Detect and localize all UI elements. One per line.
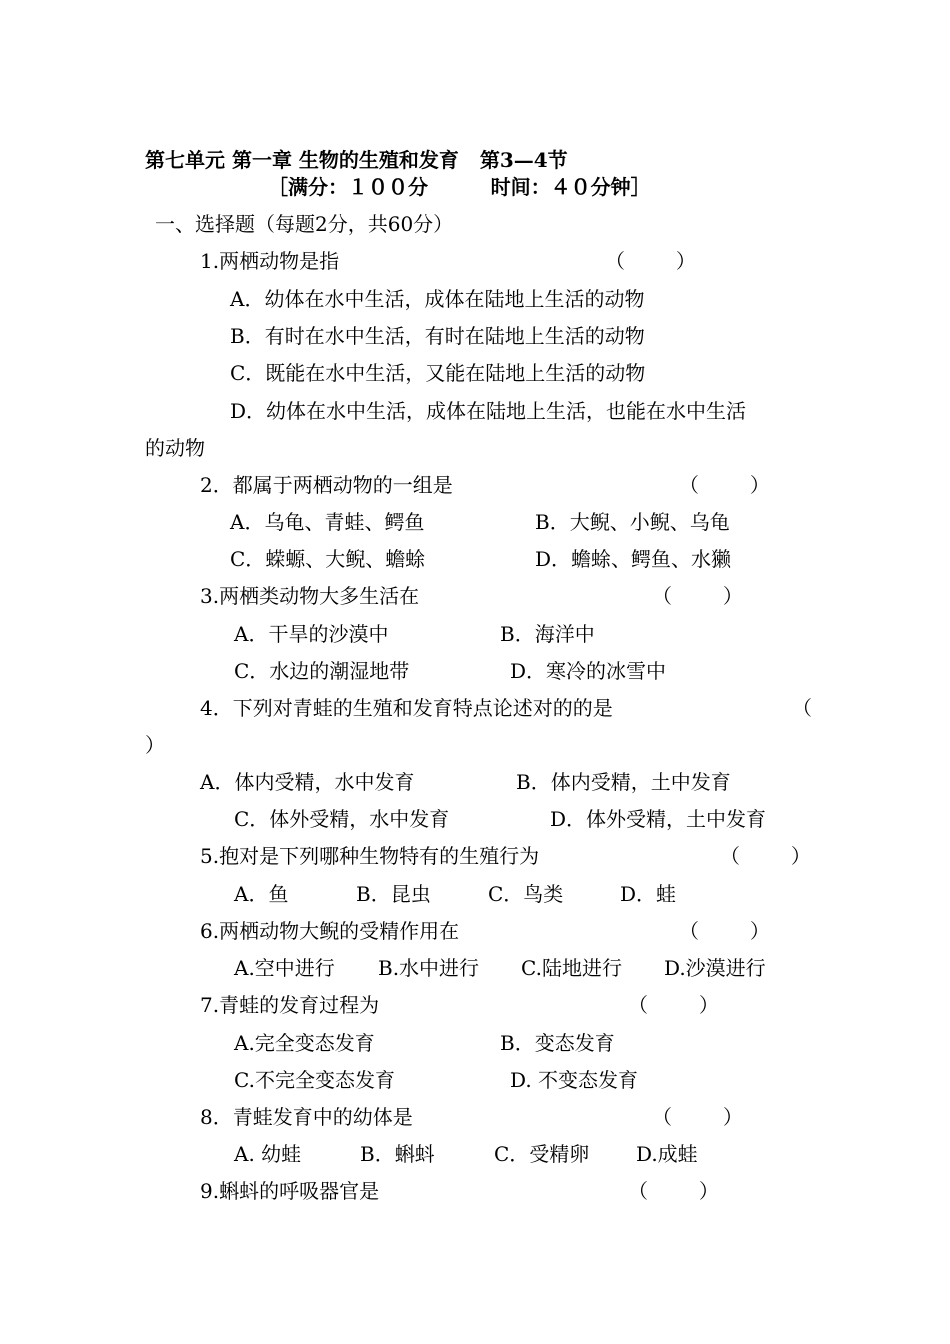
option-5b: B．昆虫 xyxy=(356,882,431,906)
answer-paren-4-close: ） xyxy=(145,733,165,757)
option-3a: A．干旱的沙漠中 xyxy=(234,622,389,646)
answer-paren-2: （ ） xyxy=(679,473,770,497)
question-stem-8: 8．青蛙发育中的幼体是 xyxy=(200,1105,413,1129)
option-8a: A. 幼蛙 xyxy=(234,1142,302,1166)
option-1d: D．幼体在水中生活，成体在陆地上生活，也能在水中生活 xyxy=(230,399,747,423)
option-4a: A．体内受精，水中发育 xyxy=(200,770,415,794)
question-stem-2: 2．都属于两栖动物的一组是 xyxy=(200,473,453,497)
question-stem-5: 5.抱对是下列哪种生物特有的生殖行为 xyxy=(200,844,540,868)
answer-paren-3: （ ） xyxy=(652,584,743,608)
option-2a: A．乌龟、青蛙、鳄鱼 xyxy=(230,510,425,534)
option-5c: C．鸟类 xyxy=(488,882,564,906)
option-4d: D．体外受精，土中发育 xyxy=(550,807,767,831)
question-stem-1: 1.两栖动物是指 xyxy=(200,249,340,273)
answer-paren-8: （ ） xyxy=(652,1105,743,1129)
option-6b: B.水中进行 xyxy=(378,956,480,980)
option-6d: D.沙漠进行 xyxy=(664,956,766,980)
option-6c: C.陆地进行 xyxy=(521,956,622,980)
option-1b: B．有时在水中生活，有时在陆地上生活的动物 xyxy=(230,324,645,348)
question-stem-3: 3.两栖类动物大多生活在 xyxy=(200,584,420,608)
option-3d: D．寒冷的冰雪中 xyxy=(510,659,667,683)
question-stem-4: 4．下列对青蛙的生殖和发育特点论述对的的是 xyxy=(200,696,613,720)
option-7d: D. 不变态发育 xyxy=(510,1068,639,1092)
answer-paren-4-open: （ xyxy=(792,696,812,720)
section-heading: 一、选择题（每题2分，共60分） xyxy=(155,212,454,236)
page-title: 第七单元 第一章 生物的生殖和发育 第3—4节 xyxy=(145,148,568,172)
answer-paren-7: （ ） xyxy=(628,993,719,1017)
option-6a: A.空中进行 xyxy=(234,956,335,980)
option-8d: D.成蛙 xyxy=(636,1142,698,1166)
option-5d: D．蛙 xyxy=(620,882,677,906)
option-5a: A．鱼 xyxy=(234,882,289,906)
answer-paren-6: （ ） xyxy=(679,919,770,943)
option-2c: C．蝾螈、大鲵、蟾蜍 xyxy=(230,547,426,571)
question-stem-7: 7.青蛙的发育过程为 xyxy=(200,993,380,1017)
option-8b: B．蝌蚪 xyxy=(360,1142,435,1166)
option-4c: C．体外受精，水中发育 xyxy=(234,807,450,831)
option-4b: B．体内受精，土中发育 xyxy=(516,770,731,794)
option-7a: A.完全变态发育 xyxy=(234,1031,375,1055)
option-1a: A．幼体在水中生活，成体在陆地上生活的动物 xyxy=(230,287,645,311)
question-stem-9: 9.蝌蚪的呼吸器官是 xyxy=(200,1179,380,1203)
option-2b: B．大鲵、小鲵、乌龟 xyxy=(535,510,730,534)
option-7c: C.不完全变态发育 xyxy=(234,1068,395,1092)
option-3b: B．海洋中 xyxy=(500,622,595,646)
option-7b: B．变态发育 xyxy=(500,1031,615,1055)
answer-paren-5: （ ） xyxy=(720,844,811,868)
option-2d: D．蟾蜍、鳄鱼、水獭 xyxy=(535,547,732,571)
answer-paren-9: （ ） xyxy=(628,1179,719,1203)
option-1d-cont: 的动物 xyxy=(145,436,205,460)
option-1c: C．既能在水中生活，又能在陆地上生活的动物 xyxy=(230,361,646,385)
option-3c: C．水边的潮湿地带 xyxy=(234,659,410,683)
answer-paren-1: （ ） xyxy=(605,249,696,273)
option-8c: C．受精卵 xyxy=(494,1142,590,1166)
score-time-line: ［满分：１００分 时间：４０分钟］ xyxy=(268,175,651,199)
question-stem-6: 6.两栖动物大鲵的受精作用在 xyxy=(200,919,460,943)
